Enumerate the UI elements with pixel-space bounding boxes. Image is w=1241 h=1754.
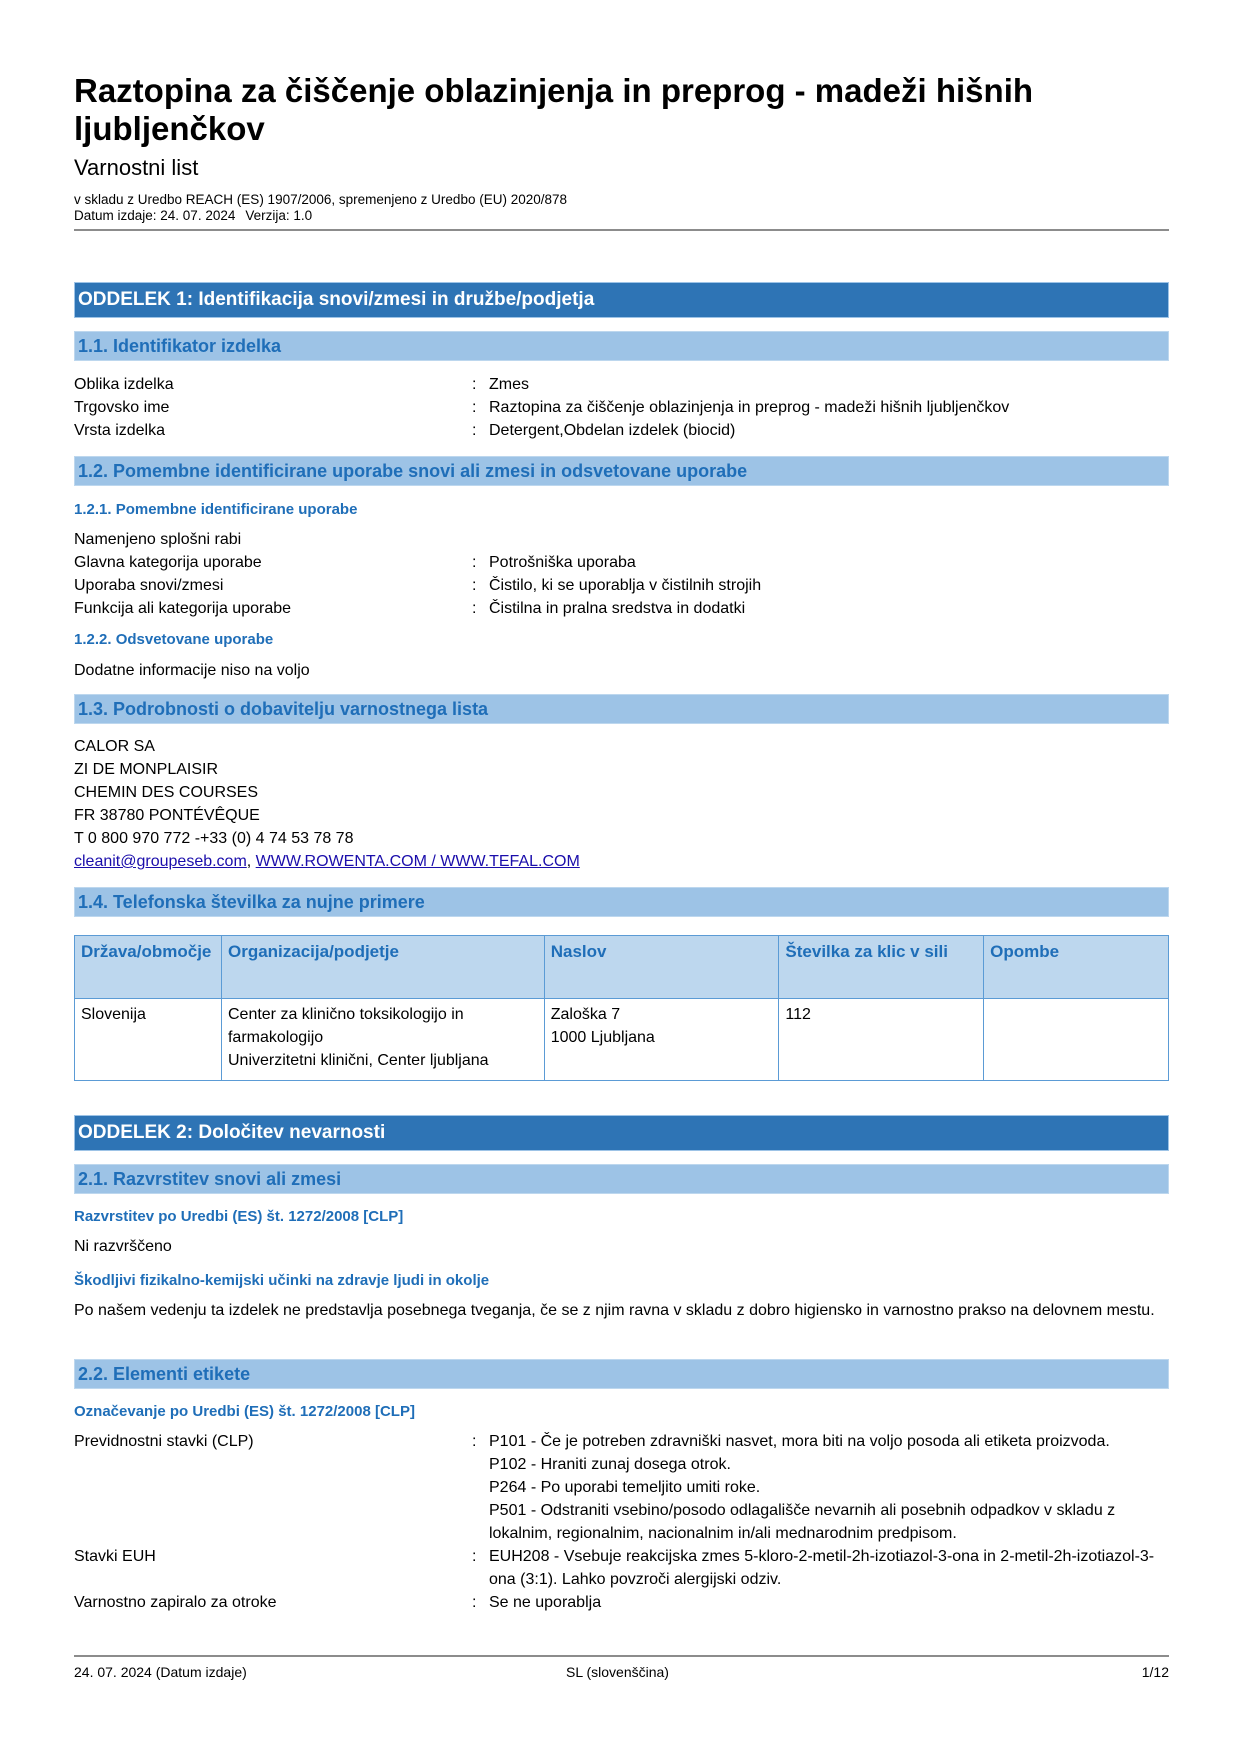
- field-colon: :: [472, 600, 477, 617]
- cell-emergency-number: 112: [779, 999, 984, 1081]
- field-colon: :: [472, 376, 477, 393]
- column-header-country: Država/območje: [75, 936, 222, 999]
- cell-address: [544, 999, 779, 1081]
- field-colon: :: [472, 422, 477, 439]
- cell-country: Slovenija: [75, 999, 222, 1081]
- contact-separator: ,: [246, 853, 256, 870]
- field-colon: :: [472, 1433, 477, 1450]
- column-header-address: Naslov: [544, 936, 779, 999]
- supplier-address-1: ZI DE MONPLAISIR: [74, 761, 219, 778]
- field-value: Raztopina za čiščenje oblazinjenja in preprog - madeži hišnih ljubljenčkov: [489, 399, 1010, 416]
- field-colon: :: [472, 554, 477, 571]
- field-label: Glavna kategorija uporabe: [74, 554, 262, 571]
- supplier-name: CALOR SA: [74, 738, 155, 755]
- column-header-emergency-number: Številka za klic v sili: [779, 936, 984, 999]
- field-value: Zmes: [489, 376, 529, 393]
- field-label: Vrsta izdelka: [74, 422, 165, 439]
- table-row: [75, 999, 1169, 1081]
- footer-divider: [74, 1655, 1169, 1657]
- field-label: Funkcija ali kategorija uporabe: [74, 600, 292, 617]
- field-value: Detergent,Obdelan izdelek (biocid): [489, 422, 736, 439]
- supplier-contacts: [74, 850, 1169, 873]
- field-label: Varnostno zapiralo za otroke: [74, 1594, 277, 1611]
- field-colon: :: [472, 1594, 477, 1611]
- field-value: Potrošniška uporaba: [489, 554, 636, 571]
- cell-notes: [984, 999, 1169, 1081]
- subsection-2-1-header: 2.1. Razvrstitev snovi ali zmesi: [74, 1164, 1169, 1194]
- supplier-phone: T 0 800 970 772 -+33 (0) 4 74 53 78 78: [74, 830, 354, 847]
- field-label: Stavki EUH: [74, 1548, 156, 1565]
- header-divider: [74, 229, 1169, 231]
- document-subtitle: Varnostni list: [74, 155, 199, 180]
- issue-info: [74, 208, 322, 224]
- field-label: Uporaba snovi/zmesi: [74, 577, 224, 594]
- field-value: Čistilna in pralna sredstva in dodatki: [489, 600, 746, 617]
- column-header-notes: Opombe: [984, 936, 1169, 999]
- uses-advised-against-text: Dodatne informacije niso na voljo: [74, 662, 310, 679]
- subsection-1-2-2-title: 1.2.2. Odsvetovane uporabe: [74, 631, 274, 648]
- adverse-effects-title: Škodljivi fizikalno-kemijski učinki na zdravje ljudi in okolje: [74, 1272, 490, 1289]
- statement-p101: P101 - Če je potreben zdravniški nasvet, mora biti na voljo posoda ali etiketa proizvoda.: [489, 1433, 1110, 1450]
- supplier-web-link[interactable]: WWW.ROWENTA.COM / WWW.TEFAL.COM: [255, 853, 580, 870]
- version: Verzija: 1.0: [245, 208, 313, 223]
- column-header-organization: Organizacija/podjetje: [221, 936, 544, 999]
- organization-name: Center za klinično toksikologijo in farmakologijo: [227, 1006, 464, 1046]
- footer-page-number: 1/12: [1141, 1664, 1169, 1680]
- precautionary-statements: [489, 1430, 1169, 1545]
- organization-affiliation: Univerzitetni klinični, Center ljubljana: [227, 1052, 489, 1069]
- supplier-address-2: CHEMIN DES COURSES: [74, 784, 259, 801]
- address-street: Zaloška 7: [550, 1006, 621, 1023]
- cell-organization: [221, 999, 544, 1081]
- statement-p264: P264 - Po uporabi temeljito umiti roke.: [489, 1479, 761, 1496]
- field-colon: :: [472, 577, 477, 594]
- clp-classification-text: Ni razvrščeno: [74, 1238, 172, 1255]
- field-colon: :: [472, 399, 477, 416]
- field-label: Oblika izdelka: [74, 376, 174, 393]
- clp-labelling-title: Označevanje po Uredbi (ES) št. 1272/2008 [CLP]: [74, 1403, 415, 1420]
- statement-p102: P102 - Hraniti zunaj dosega otrok.: [489, 1456, 731, 1473]
- footer-issue-date: 24. 07. 2024 (Datum izdaje): [74, 1664, 247, 1680]
- field-label: Trgovsko ime: [74, 399, 170, 416]
- intended-use-intro: Namenjeno splošni rabi: [74, 531, 242, 548]
- statement-euh208: EUH208 - Vsebuje reakcijska zmes 5-kloro-2-metil-2h-izotiazol-3-ona in 2-metil-2h-izotiazol-3-ona (3:1). Lahko povzroči alergijski odziv.: [489, 1548, 1155, 1588]
- statement-p501: P501 - Odstraniti vsebino/posodo odlagališče nevarnih ali posebnih odpadkov v skladu z lokalnim, regionalnim, nacionalnim in/ali mednarodnim predpisom.: [489, 1502, 1116, 1542]
- section-1-header: ODDELEK 1: Identifikacija snovi/zmesi in družbe/podjetja: [74, 282, 1169, 318]
- field-label: Previdnostni stavki (CLP): [74, 1433, 254, 1450]
- issue-date: Datum izdaje: 24. 07. 2024: [74, 208, 236, 223]
- subsection-1-2-header: 1.2. Pomembne identificirane uporabe snovi ali zmesi in odsvetovane uporabe: [74, 456, 1169, 486]
- regulation-note: v skladu z Uredbo REACH (ES) 1907/2006, spremenjeno z Uredbo (EU) 2020/878: [74, 192, 568, 207]
- field-value: Čistilo, ki se uporablja v čistilnih strojih: [489, 577, 762, 594]
- field-colon: :: [472, 1548, 477, 1565]
- subsection-1-3-header: 1.3. Podrobnosti o dobavitelju varnostnega lista: [74, 694, 1169, 724]
- emergency-contacts-table: [74, 935, 1169, 1081]
- supplier-city: FR 38780 PONTÉVÊQUE: [74, 807, 260, 824]
- subsection-1-4-header: 1.4. Telefonska številka za nujne primere: [74, 887, 1169, 917]
- subsection-2-2-header: 2.2. Elementi etikete: [74, 1359, 1169, 1389]
- document-title: Raztopina za čiščenje oblazinjenja in preprog - madeži hišnih ljubljenčkov: [74, 72, 1034, 147]
- clp-classification-title: Razvrstitev po Uredbi (ES) št. 1272/2008 [CLP]: [74, 1208, 404, 1225]
- adverse-effects-text: Po našem vedenju ta izdelek ne predstavlja posebnega tveganja, če se z njim ravna v skladu z dobro higiensko in varnostno prakso na delovnem mestu.: [74, 1302, 1155, 1319]
- section-2-header: ODDELEK 2: Določitev nevarnosti: [74, 1115, 1169, 1151]
- subsection-1-2-1-title: 1.2.1. Pomembne identificirane uporabe: [74, 501, 358, 518]
- address-city: 1000 Ljubljana: [550, 1029, 655, 1046]
- table-header-row: [75, 936, 1169, 999]
- subsection-1-1-header: 1.1. Identifikator izdelka: [74, 331, 1169, 361]
- supplier-email-link[interactable]: cleanit@groupeseb.com: [74, 853, 247, 870]
- field-value: Se ne uporablja: [489, 1594, 602, 1611]
- footer-language: SL (slovenščina): [566, 1664, 669, 1680]
